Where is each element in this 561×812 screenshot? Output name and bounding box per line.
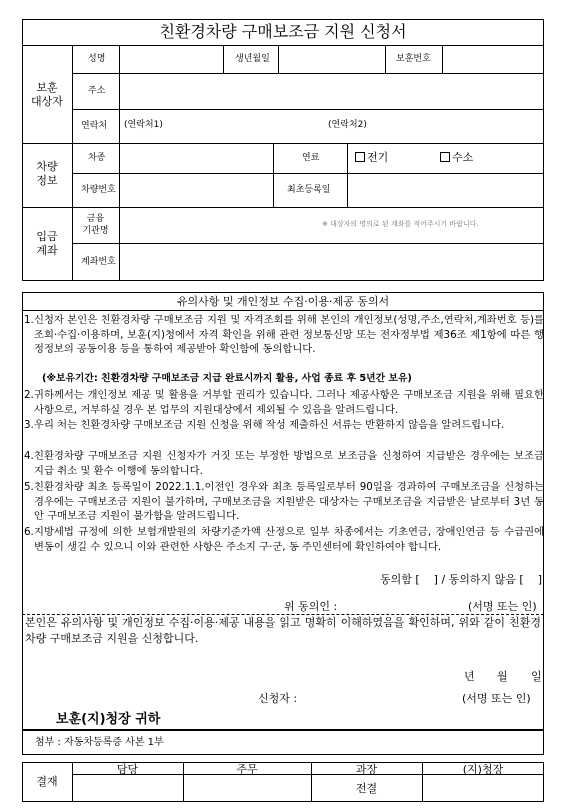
approval-label: 결재 — [36, 775, 58, 788]
approval-col-lead: 주무 — [236, 763, 258, 776]
name-field[interactable] — [120, 46, 222, 72]
applicant-sign-label: 신청자 : — [258, 692, 298, 705]
checkbox-icon — [440, 152, 450, 162]
birth-label: 생년월일 — [235, 54, 270, 64]
approval-delegated: 전결 — [355, 782, 378, 795]
plate-field[interactable] — [120, 174, 272, 206]
vehicle-type-field[interactable] — [120, 144, 272, 172]
bank-field[interactable] — [120, 208, 315, 242]
agree-choice[interactable]: 동의함 [ ] / 동의하지 않음 [ ] — [380, 573, 542, 586]
consent-item-4: 4. 친환경차량 구매보조금 지원 신청자가 거짓 또는 부정한 방법으로 보조금을 신청하여 지급받은 경우에는 보조금 지급 취소 및 환수 이행에 동의합니다. — [24, 450, 544, 477]
name-label: 성명 — [88, 54, 106, 64]
attachment-text: 첨부 : 자동차등록증 사본 1부 — [35, 737, 164, 748]
addressee: 보훈(지)청장 귀하 — [56, 712, 161, 727]
birth-field[interactable] — [279, 46, 384, 72]
address-field[interactable] — [120, 74, 543, 108]
consent-item-3: 3. 우리 처는 친환경차량 구매보조금 지원 신청을 위해 작성 제출하신 서류는 반환하지 않음을 알려드립니다. — [24, 419, 505, 431]
account-section-label: 입금 계좌 — [36, 230, 58, 257]
vet-no-label: 보훈번호 — [396, 54, 431, 64]
consent-sign-note: (서명 또는 인) — [468, 600, 537, 613]
applicant-signature-field[interactable] — [310, 689, 450, 705]
consent-title: 유의사항 및 개인정보 수집·이용·제공 동의서 — [176, 295, 390, 308]
checkbox-icon — [355, 152, 365, 162]
consent-item-6: 6. 지방세법 규정에 의한 보험개발원의 차량기준가액 산정으로 일부 차종에서는 기초연금, 장애인연금 등 수급권에 변동이 생길 수 있으니 이와 관련한 사항은 주소지 구·군, 동 주민센터에 확인하여야 합니다. — [24, 526, 544, 553]
approval-col-staff: 담당 — [116, 763, 139, 776]
contact1-field[interactable]: (연락처1) — [124, 120, 163, 130]
account-number-field[interactable] — [120, 244, 543, 280]
address-label: 주소 — [88, 86, 106, 96]
vehicle-type-label: 차종 — [88, 153, 106, 163]
consent-item-1: 1. 신청자 본인은 친환경차량 구매보조금 지원 및 자격조회를 위해 본인의 개인정보(성명,주소,연락처,계좌번호 등)를 조회·수집·이용하며, 보훈(지)청에서 자격 확인을 위해 관련 정보통신망 또는 전자정부법 제36조 제1항에 따른 행정정보의 공동이용 등을 통하여 제공받아 확인함에 동의합니다. — [24, 314, 544, 355]
first-reg-field[interactable] — [348, 174, 543, 206]
contact-label: 연락처 — [81, 121, 108, 131]
account-number-label: 계좌번호 — [81, 257, 116, 267]
account-note: ※ 대상자의 명의로 된 계좌를 적어주시기 바랍니다. — [322, 220, 479, 228]
contact2-field[interactable]: (연락처2) — [328, 120, 367, 130]
consent-signature-field[interactable] — [345, 597, 465, 613]
date-day: 일 — [531, 670, 542, 683]
date-year: 년 — [464, 670, 475, 683]
approval-col-director: (지)청장 — [462, 763, 504, 776]
date-month: 월 — [497, 670, 508, 683]
consent-retention-note: (※보유기간: 친환경차량 구매보조금 지급 완료시까지 활용, 사업 종료 후 5년간 보유) — [42, 373, 412, 384]
form-title: 친환경차량 구매보조금 지원 신청서 — [159, 22, 407, 41]
consent-signer-label: 위 동의인 : — [284, 600, 338, 613]
first-reg-label: 최초등록일 — [287, 185, 331, 195]
consent-item-5: 5. 친환경차량 최초 등록일이 2022.1.1.이전인 경우와 최초 등록일로부터 90일을 경과하여 구매보조금을 신청하는 경우에는 구매보조금 지원이 불가하며, 구매보조금을 지원받은 대상자는 구매보조금을 지급받은 날로부터 3년 동안 구매보조금 지원이 불가함을 알려드립니다. — [24, 481, 544, 522]
plate-label: 차량번호 — [81, 185, 116, 195]
fuel-option-hydrogen[interactable]: 수소 — [440, 152, 473, 163]
approval-col-manager: 과장 — [355, 763, 378, 776]
fuel-label: 연료 — [302, 153, 320, 163]
vet-no-field[interactable] — [443, 46, 543, 72]
applicant-sign-note: (서명 또는 인) — [462, 692, 531, 705]
fuel-option-electric[interactable]: 전기 — [355, 152, 388, 163]
applicant-section-label: 보훈 대상자 — [31, 81, 63, 108]
vehicle-section-label: 차량 정보 — [36, 160, 58, 187]
consent-item-2: 2. 귀하께서는 개인정보 제공 및 활용을 거부할 권리가 있습니다. 그러나 제공사항은 구매보조금 지원을 위해 필요한 사항으로, 거부하실 경우 본 업무의 지원대상에서 제외될 수 있음을 알려드립니다. — [24, 389, 544, 416]
declaration-text: 본인은 유의사항 및 개인정보 수집·이용·제공 내용을 읽고 명확히 이해하였음을 확인하며, 위와 같이 친환경차량 구매보조금 지원을 신청합니다. — [25, 616, 541, 645]
bank-label: 금융 기관명 — [82, 214, 109, 236]
